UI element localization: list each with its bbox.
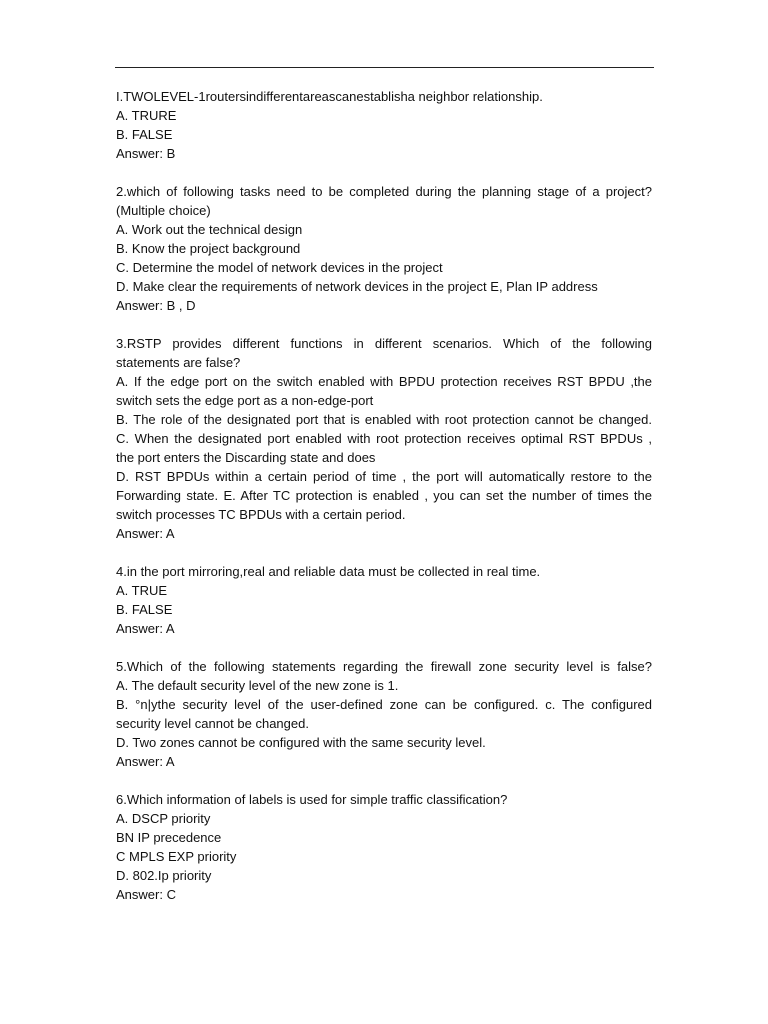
option-line: A. TRUE [116,583,168,598]
option-line: D. 802.Ip priority [116,868,212,883]
option-line: A. TRURE [116,108,177,123]
option-line: switch sets the edge port as a non-edge-port [116,393,374,408]
answer-line: Answer: A [116,526,175,541]
option-line: A. If the edge port on the switch enabled with BPDU protection receives RST BPDU ,the [116,374,652,389]
question-stem-line: 6.Which information of labels is used for simple traffic classification? [116,792,508,807]
option-line: D. Two zones cannot be configured with the same security level. [116,735,486,750]
option-line: C MPLS EXP priority [116,849,237,864]
question-stem-line: 4.in the port mirroring,real and reliable data must be collected in real time. [116,564,541,579]
option-line: A. Work out the technical design [116,222,303,237]
header-rule [115,67,654,68]
answer-line: Answer: A [116,754,175,769]
question-stem-line: 3.RSTP provides different functions in different scenarios. Which of the following [116,336,652,351]
option-line: C. Determine the model of network devices in the project [116,260,443,275]
question-stem-line: (Multiple choice) [116,203,211,218]
question-6 [116,790,652,904]
option-line: B. °n|ythe security level of the user-defined zone can be configured. c. The configured [116,697,652,712]
question-list [116,87,652,923]
option-line: the port enters the Discarding state and does [116,450,376,465]
option-line: B. Know the project background [116,241,301,256]
question-2 [116,182,652,315]
option-line: Forwarding state. E. After TC protection is enabled , you can set the number of times the [116,488,652,503]
option-line: A. The default security level of the new zone is 1. [116,678,399,693]
answer-line: Answer: B , D [116,298,196,313]
question-3 [116,334,652,543]
question-5 [116,657,652,771]
option-line: switch processes TC BPDUs with a certain period. [116,507,406,522]
question-1 [116,87,652,163]
question-4 [116,562,652,638]
question-stem-line: statements are false? [116,355,241,370]
option-line: D. RST BPDUs within a certain period of time , the port will automatically restore to the [116,469,652,484]
question-stem-line: 2.which of following tasks need to be completed during the planning stage of a project? [116,184,652,199]
answer-line: Answer: B [116,146,176,161]
option-line: BN IP precedence [116,830,222,845]
option-line: C. When the designated port enabled with root protection receives optimal RST BPDUs , [116,431,652,446]
option-line: B. The role of the designated port that is enabled with root protection cannot be changed. [116,412,652,427]
option-line: security level cannot be changed. [116,716,309,731]
option-line: B. FALSE [116,127,173,142]
option-line: A. DSCP priority [116,811,211,826]
option-line: B. FALSE [116,602,173,617]
answer-line: Answer: A [116,621,175,636]
answer-line: Answer: C [116,887,176,902]
question-stem-line: 5.Which of the following statements regarding the firewall zone security level is false? [116,659,652,674]
option-line: D. Make clear the requirements of network devices in the project E, Plan IP address [116,279,598,294]
question-stem-line: I.TWOLEVEL-1routersindifferentareascanestablisha neighbor relationship. [116,89,543,104]
